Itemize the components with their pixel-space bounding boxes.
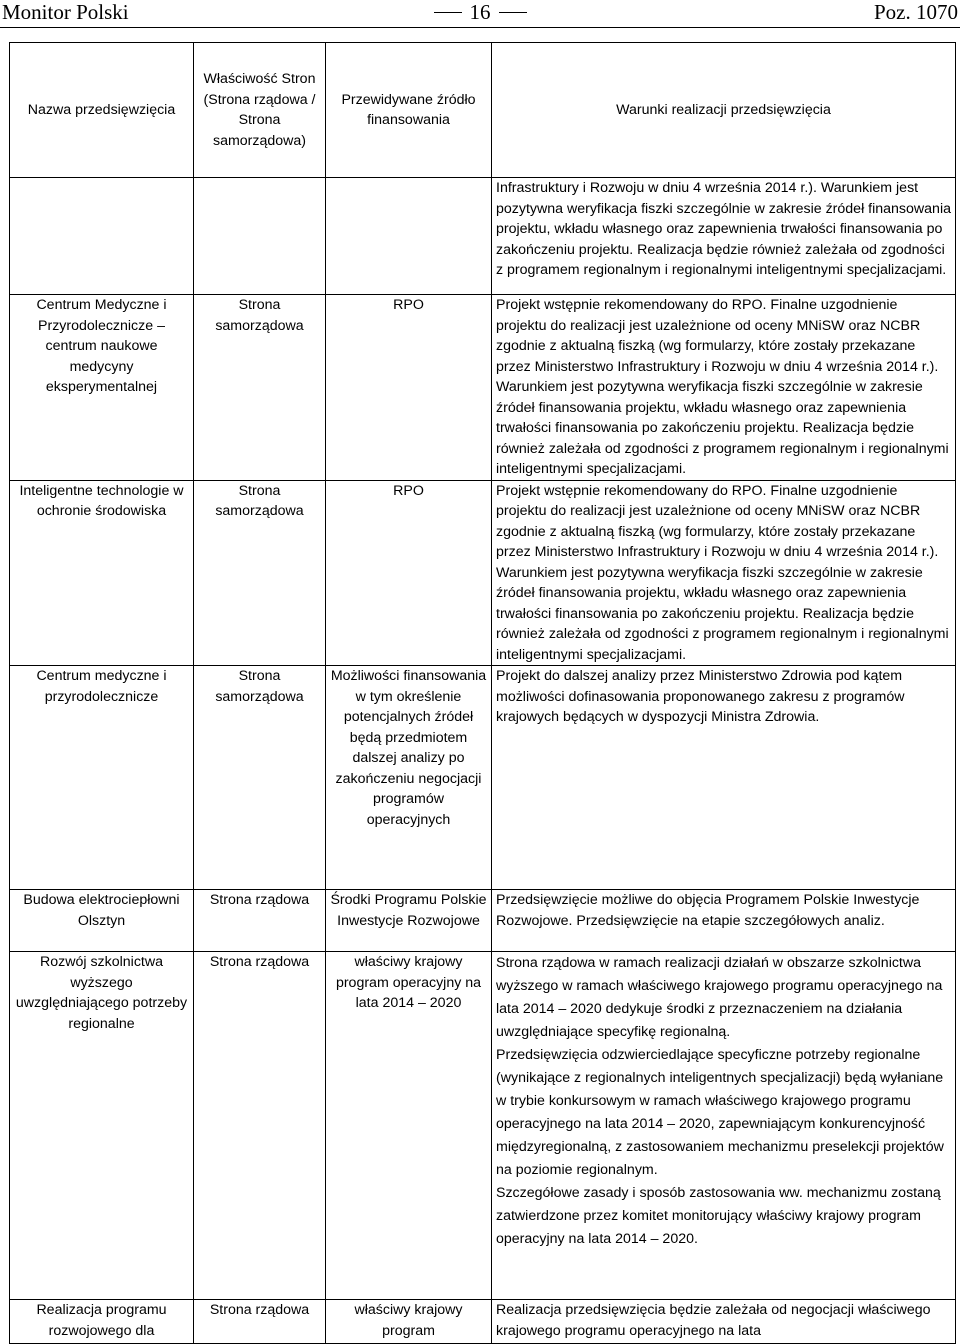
header-conditions: Warunki realizacji przedsięwzięcia — [492, 43, 956, 178]
row-party: Strona rządowa — [194, 1300, 326, 1344]
header-party: Właściwość Stron (Strona rządowa / Strona samorządowa) — [194, 43, 326, 178]
row-party — [194, 178, 326, 295]
row-source: właściwy krajowy program operacyjny na lata 2014 – 2020 — [326, 952, 492, 1300]
row-conditions: Realizacja przedsięwzięcia będzie zależała od negocjacji właściwego krajowego programu operacyjnego na lata — [492, 1300, 956, 1344]
row-party: Strona samorządowa — [194, 295, 326, 481]
row-conditions: Projekt do dalszej analizy przez Ministerstwo Zdrowia pod kątem możliwości dofinasowania proponowanego zakresu z programów krajowych będących w dyspozycji Ministra Zdrowia. — [492, 666, 956, 890]
table-row — [10, 295, 956, 481]
row-name: Rozwój szkolnictwa wyższego uwzględniającego potrzeby regionalne — [10, 952, 194, 1300]
page-number: 16 — [469, 0, 491, 24]
row-name: Budowa elektrociepłowni Olsztyn — [10, 890, 194, 952]
row-conditions: Infrastruktury i Rozwoju w dniu 4 września 2014 r.). Warunkiem jest pozytywna weryfikacja fiszki szczególnie w zakresie źródeł finansowania projektu, wkładu własnego oraz zapewnienia trwałości finansowania po zakończeniu projektu. Realizacja będzie również zależała od zgodności z programem regionalnym i regionalnymi inteligentnymi specjalizacjami. — [492, 178, 956, 295]
row-party: Strona samorządowa — [194, 480, 326, 666]
table-row — [10, 178, 956, 295]
row-party: Strona rządowa — [194, 890, 326, 952]
row-conditions: Przedsięwzięcie możliwe do objęcia Programem Polskie Inwestycje Rozwojowe. Przedsięwzięcie na etapie szczegółowych analiz. — [492, 890, 956, 952]
projects-table — [9, 42, 956, 1344]
row-name: Inteligentne technologie w ochronie środowiska — [10, 480, 194, 666]
row-name: Centrum medyczne i przyrodolecznicze — [10, 666, 194, 890]
row-source: właściwy krajowy program — [326, 1300, 492, 1344]
row-source — [326, 178, 492, 295]
conditions-paragraph: Przedsięwzięcia odzwierciedlające specyficzne potrzeby regionalne (wynikające z regionalnych inteligentnych specjalizacji) będą wyłaniane w trybie konkursowym w ramach właściwego krajowego programu operacyjnego na lata 2014 – 2020, zapewniającym konkurencyjność międzyregionalną, z zastosowaniem mechanizmu preselekcji projektów na poziomie regionalnym. — [496, 1047, 944, 1178]
row-source: Możliwości finansowania w tym określenie potencjalnych źródeł będą przedmiotem dalszej analizy po zakończeniu negocjacji programów operacyjnych — [326, 666, 492, 890]
table-row — [10, 1300, 956, 1344]
table-row — [10, 666, 956, 890]
table-row — [10, 952, 956, 1300]
row-name — [10, 178, 194, 295]
page-number-wrap — [0, 0, 960, 25]
header-funding-source: Przewidywane źródło finansowania — [326, 43, 492, 178]
table-row — [10, 890, 956, 952]
conditions-paragraph: Szczegółowe zasady i sposób zastosowania ww. mechanizmu zostaną zatwierdzone przez komitet monitorujący właściwy krajowy program operacyjny na lata 2014 – 2020. — [496, 1185, 941, 1247]
table-header-row — [10, 43, 956, 178]
row-conditions: Projekt wstępnie rekomendowany do RPO. Finalne uzgodnienie projektu do realizacji jest uzależnione od oceny MNiSW oraz NCBR zgodnie z aktualną fiszką (wg formularzy, które zostały przekazane przez Ministerstwo Infrastruktury i Rozwoju w dniu 4 września 2014 r.). Warunkiem jest pozytywna weryfikacja fiszki szczególnie w zakresie źródeł finansowania projektu, wkładu własnego oraz zapewnienia trwałości finansowania po zakończeniu projektu. Realizacja będzie również zależała od zgodności z programem regionalnym i regionalnymi inteligentnymi specjalizacjami. — [492, 480, 956, 666]
page-header — [0, 0, 960, 26]
row-source: RPO — [326, 480, 492, 666]
row-source: RPO — [326, 295, 492, 481]
header-project-name: Nazwa przedsięwzięcia — [10, 43, 194, 178]
table-row — [10, 480, 956, 666]
row-source: Środki Programu Polskie Inwestycje Rozwojowe — [326, 890, 492, 952]
conditions-paragraph: Strona rządowa w ramach realizacji działań w obszarze szkolnictwa wyższego w ramach właściwego krajowego programu operacyjnego na lata 2014 – 2020 dedykuje środki z przeznaczeniem na działania uwzględniające specyfikę regionalną. — [496, 955, 943, 1040]
row-party: Strona samorządowa — [194, 666, 326, 890]
row-conditions: Projekt wstępnie rekomendowany do RPO. Finalne uzgodnienie projektu do realizacji jest uzależnione od oceny MNiSW oraz NCBR zgodnie z aktualną fiszką (wg formularzy, które zostały przekazane przez Ministerstwo Infrastruktury i Rozwoju w dniu 4 września 2014 r.). Warunkiem jest pozytywna weryfikacja fiszki szczególnie w zakresie źródeł finansowania projektu, wkładu własnego oraz zapewnienia trwałości finansowania po zakończeniu projektu. Realizacja będzie również zależała od zgodności z programem regionalnym i regionalnymi inteligentnymi specjalizacjami. — [492, 295, 956, 481]
row-name: Centrum Medyczne i Przyrodolecznicze – centrum naukowe medycyny eksperymentalnej — [10, 295, 194, 481]
row-conditions — [492, 952, 956, 1300]
row-party: Strona rządowa — [194, 952, 326, 1300]
row-name: Realizacja programu rozwojowego dla — [10, 1300, 194, 1344]
position-number: Poz. 1070 — [874, 0, 958, 24]
publication-title: Monitor Polski — [2, 0, 129, 24]
header-rule — [0, 27, 960, 28]
